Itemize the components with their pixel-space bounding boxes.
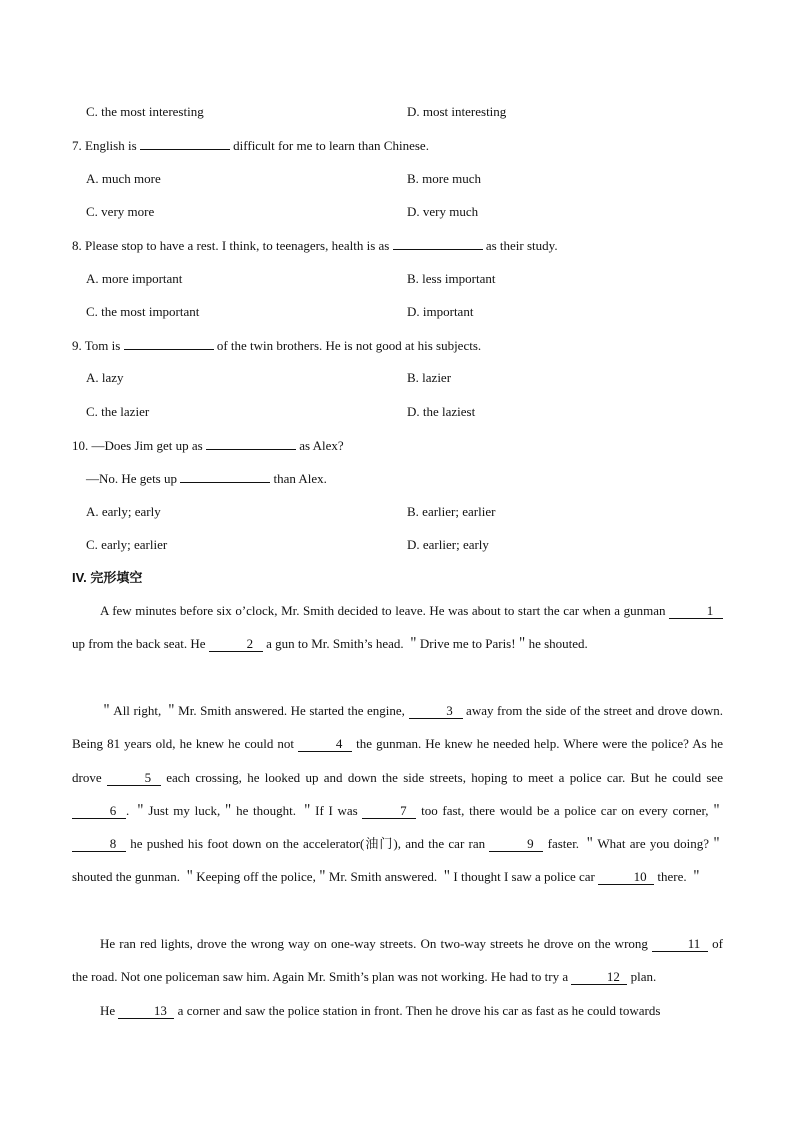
- passage-text: there. ＂: [654, 869, 703, 885]
- passage-text: a gun to Mr. Smith’s head. ＂Drive me to Paris!＂he shouted.: [262, 636, 588, 652]
- cloze-blank-11: 11: [652, 937, 708, 952]
- q7-option-c: C. very more: [86, 204, 155, 219]
- cloze-blank-3: 3: [409, 704, 463, 719]
- q7-option-a: A. much more: [86, 171, 161, 186]
- q9-blank: [124, 337, 214, 350]
- q10-option-a: A. early; early: [86, 504, 161, 519]
- q8-option-c: C. the most important: [86, 304, 200, 319]
- passage-text: He: [100, 1003, 119, 1018]
- q7-blank: [140, 137, 230, 150]
- q8-stem: [72, 237, 558, 254]
- passage-text: the gunman. He knew he needed help. Where were the police? As he drove: [72, 736, 723, 785]
- passage-text: of the road. Not one policeman saw him. Again Mr. Smith’s plan was not working. He had to try a: [72, 936, 723, 985]
- q9-option-d: D. the laziest: [407, 404, 476, 419]
- q7-stem-start: 7. English is: [72, 138, 137, 153]
- q7-option-d: D. very much: [407, 204, 479, 219]
- q8-option-b: B. less important: [407, 271, 496, 286]
- q9-stem-end: of the twin brothers. He is not good at his subjects.: [216, 338, 482, 353]
- q7-stem: [72, 137, 429, 154]
- passage-paragraph-1: [72, 594, 723, 661]
- cloze-blank-13: 13: [118, 1004, 174, 1019]
- cloze-blank-12: 12: [571, 970, 627, 985]
- passage-paragraph-2: [72, 694, 723, 894]
- cloze-blank-4: 4: [298, 737, 352, 752]
- q8-option-a: A. more important: [86, 271, 183, 286]
- cloze-blank-10: 10: [598, 870, 654, 885]
- q10-stem-reply: [86, 470, 327, 487]
- q10-stem-end: as Alex?: [299, 438, 344, 453]
- q8-blank: [393, 237, 483, 250]
- q9-stem: [72, 337, 481, 354]
- q6-option-d: D. most interesting: [407, 104, 507, 119]
- q9-option-a: A. lazy: [86, 370, 124, 385]
- passage-paragraph-3: [72, 927, 723, 994]
- cloze-blank-1: 1: [669, 604, 723, 619]
- q10-option-b: B. earlier; earlier: [407, 504, 496, 519]
- q7-stem-end: difficult for me to learn than Chinese.: [233, 138, 429, 153]
- passage-text: . ＂Just my luck,＂he thought. ＂If I was: [126, 802, 363, 818]
- q9-stem-start: 9. Tom is: [72, 338, 121, 353]
- passage-text: A few minutes before six o’clock, Mr. Smith decided to leave. He was about to start the car when a gunman: [100, 603, 669, 618]
- q10-stem: [72, 437, 344, 454]
- q10-option-c: C. early; earlier: [86, 537, 168, 552]
- q9-option-c: C. the lazier: [86, 404, 150, 419]
- section-heading: IV. 完形填空: [72, 570, 143, 585]
- cloze-blank-8: 8: [72, 837, 126, 852]
- passage-text: ＂All right, ＂Mr. Smith answered. He started the engine,: [100, 703, 409, 718]
- q8-option-d: D. important: [407, 304, 474, 319]
- q10-reply-end: than Alex.: [273, 471, 327, 486]
- q9-option-b: B. lazier: [407, 370, 452, 385]
- q10-blank-1: [206, 437, 296, 450]
- cloze-blank-5: 5: [107, 771, 161, 786]
- passage-text: up from the back seat. He: [72, 636, 209, 652]
- passage-text: a corner and saw the police station in front. Then he drove his car as fast as he could towards: [174, 1003, 661, 1018]
- passage-text: plan.: [627, 969, 657, 985]
- passage-text: he pushed his foot down on the accelerator(油门), and the car ran: [126, 836, 490, 852]
- cloze-blank-2: 2: [209, 637, 263, 652]
- passage-paragraph-4: [72, 994, 723, 1027]
- q10-blank-2: [180, 470, 270, 483]
- q8-stem-start: 8. Please stop to have a rest. I think, to teenagers, health is as: [72, 238, 390, 253]
- passage-text: each crossing, he looked up and down the side streets, hoping to meet a police car. But he could see: [160, 769, 723, 785]
- passage-text: too fast, there would be a police car on every corner,＂: [416, 802, 723, 818]
- q10-reply-start: —No. He gets up: [86, 471, 177, 486]
- q10-stem-start: 10. —Does Jim get up as: [72, 438, 203, 453]
- q8-stem-end: as their study.: [485, 238, 558, 253]
- cloze-blank-7: 7: [362, 804, 416, 819]
- cloze-blank-6: 6: [72, 804, 126, 819]
- passage-text: He ran red lights, drove the wrong way on one-way streets. On two-way streets he drove on the wrong: [100, 936, 653, 951]
- passage-text: away from the side of the street and drove down. Being 81 years old, he knew he could not: [72, 703, 723, 752]
- q6-option-c: C. the most interesting: [86, 104, 204, 119]
- q7-option-b: B. more much: [407, 171, 482, 186]
- q10-option-d: D. earlier; early: [407, 537, 489, 552]
- passage-text: faster. ＂What are you doing?＂shouted the gunman. ＂Keeping off the police,＂Mr. Smith answered. ＂I thought I saw a police car: [72, 836, 723, 885]
- cloze-blank-9: 9: [489, 837, 543, 852]
